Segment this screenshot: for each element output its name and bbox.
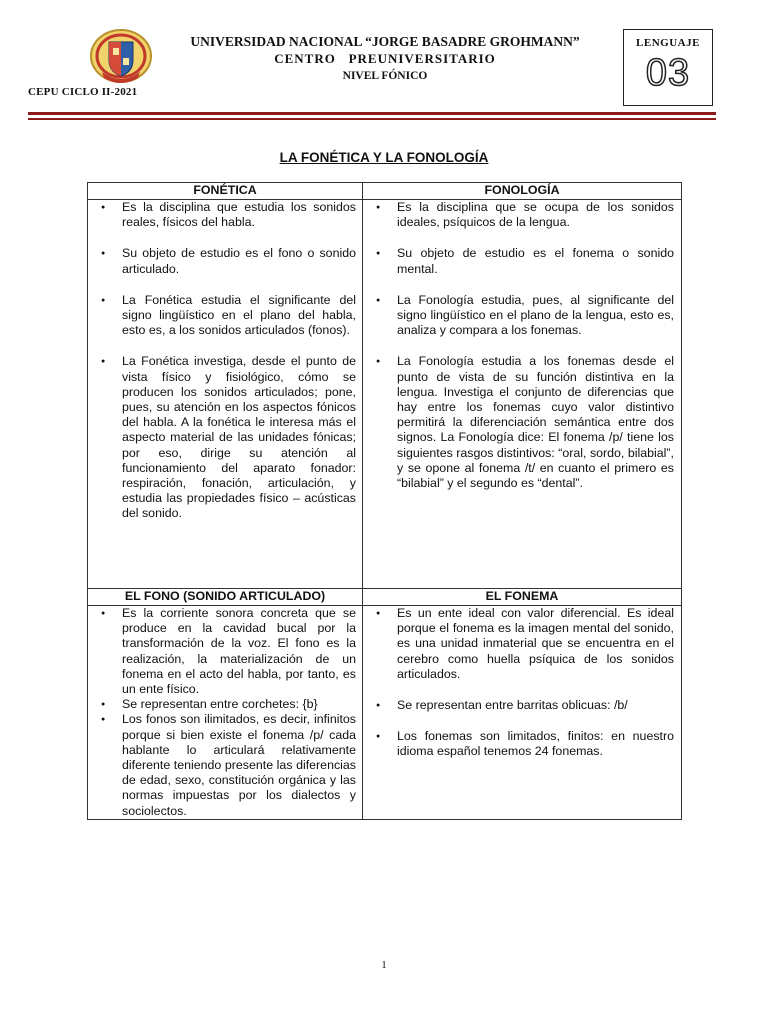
list-item: ● Es la disciplina que se ocupa de los sonidos ideales, psíquicos de la lengua. [363, 200, 681, 230]
list-item: ● La Fonología estudia, pues, al significante del signo lingüístico en el plano de la lengua, esto es, analiza y compara a los fonemas. [363, 293, 681, 339]
header-divider-thick [28, 112, 716, 115]
section1-content-row [88, 200, 682, 589]
list-item: ● Los fonemas son limitados, finitos: en nuestro idioma español tenemos 24 fonemas. [363, 729, 681, 759]
header-divider-thin [28, 118, 716, 120]
list-item: ● Los fonos son ilimitados, es decir, infinitos porque si bien existe el fonema /p/ cada hablante lo articulará relativamente diferente teniendo presente las diferencias de edad, sexo, constitución orgánica y las normas impuestas por los dialectos y sociolectos. [88, 712, 362, 818]
section1-header-row [88, 183, 682, 200]
university-name: UNIVERSIDAD NACIONAL “JORGE BASADRE GROHMANN” [190, 34, 580, 49]
page-number: 1 [381, 959, 387, 971]
list-item: ● Es un ente ideal con valor diferencial. Es ideal porque el fonema es la imagen mental del sonido, es una unidad inmaterial que se encuentra en el cerebro como huella psíquica de los sonidos articulados. [363, 606, 681, 682]
level-name: NIVEL FÓNICO [342, 70, 428, 82]
list-item: ● Es la disciplina que estudia los sonidos reales, físicos del habla. [88, 200, 362, 230]
page-title: LA FONÉTICA Y LA FONOLOGÍA [279, 150, 489, 165]
cycle-label: CEPU CICLO II-2021 [28, 86, 138, 98]
section2-header-row [88, 589, 682, 606]
university-shield-logo [88, 28, 154, 88]
fonologia-header: FONOLOGÍA [363, 183, 682, 200]
fonologia-cell [363, 200, 682, 589]
comparison-table [87, 182, 682, 820]
section2-content-row [88, 606, 682, 820]
center-name: CENTRO PREUNIVERSITARIO [274, 51, 496, 66]
subject-number: 03 [645, 52, 691, 94]
list-item: ● Su objeto de estudio es el fono o sonido articulado. [88, 246, 362, 276]
fonetica-cell [88, 200, 363, 589]
list-item: ● La Fonología estudia a los fonemas desde el punto de vista de su función distintiva en la lengua. Investiga el conjunto de diferencias que hay entre los fonemas cuyo valor distintivo permitirá la diferenciación semántica entre dos signos. La Fonología dice: El fonema /p/ tiene los siguientes rasgos distintivos: “oral, sordo, bilabial”, y se opone al fonema /t/ en cuanto el primero es “bilabial” y el segundo es “dental”. [363, 354, 681, 491]
fonema-cell [363, 606, 682, 820]
list-item: ● Su objeto de estudio es el fonema o sonido mental. [363, 246, 681, 276]
fono-cell [88, 606, 363, 820]
list-item: ● La Fonética investiga, desde el punto de vista físico y fisiológico, cómo se producen los sonidos articulados; pone, pues, su atención en los aspectos fónicos del habla. A la fonética le interesa más el aspecto material de las unidades fónicas; por eso, dirige su atención al funcionamiento del aparato fonador: respiración, fonación, articulación, y estudia las propiedades físico – acústicas del sonido. [88, 354, 362, 521]
document-header [170, 34, 600, 82]
subject-box [623, 29, 713, 106]
fonema-header: EL FONEMA [363, 589, 682, 606]
subject-label: LENGUAJE [636, 37, 700, 49]
list-item: ● La Fonética estudia el significante del signo lingüístico en el plano del habla, esto es, a los sonidos articulados (fonos). [88, 293, 362, 339]
list-item: ● Es la corriente sonora concreta que se produce en la cavidad bucal por la transformación de la voz. El fono es la realización, la materialización de un fonema en el acto del habla, por tanto, es un ente físico. [88, 606, 362, 697]
list-item: ● Se representan entre corchetes: {b} [88, 697, 362, 712]
fono-header: EL FONO (SONIDO ARTICULADO) [88, 589, 363, 606]
list-item: ● Se representan entre barritas oblicuas: /b/ [363, 698, 681, 713]
fonetica-header: FONÉTICA [88, 183, 363, 200]
